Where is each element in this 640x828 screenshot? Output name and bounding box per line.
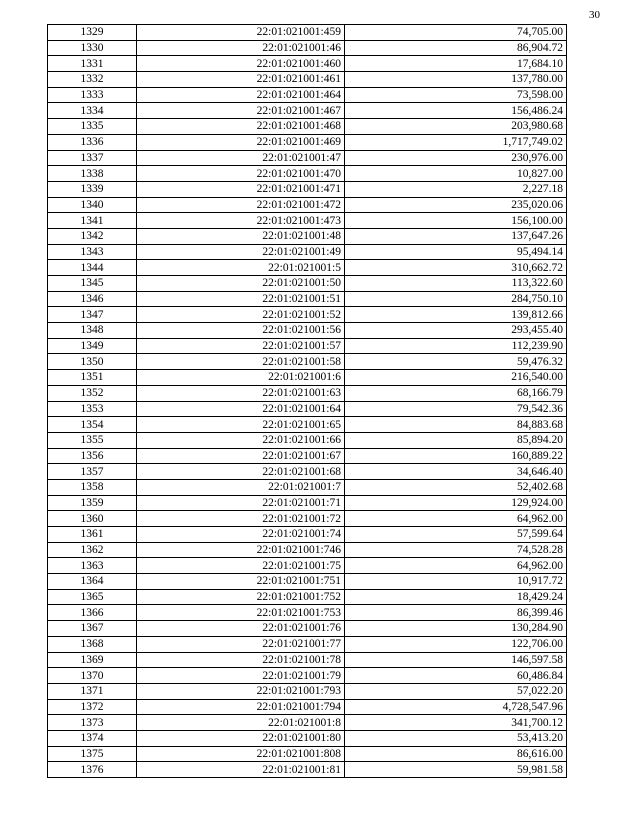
value-cell: 57,599.64 <box>345 527 567 543</box>
table-row <box>48 464 567 480</box>
value-cell: 2,227.18 <box>345 181 567 197</box>
cadastral-number-cell: 22:01:021001:469 <box>137 134 345 150</box>
value-cell: 284,750.10 <box>345 291 567 307</box>
row-number-cell: 1331 <box>48 56 137 72</box>
row-number-cell: 1352 <box>48 385 137 401</box>
cadastral-number-cell: 22:01:021001:72 <box>137 511 345 527</box>
cadastral-number-cell: 22:01:021001:74 <box>137 527 345 543</box>
cadastral-number-cell: 22:01:021001:57 <box>137 338 345 354</box>
table-row <box>48 636 567 652</box>
value-cell: 156,100.00 <box>345 213 567 229</box>
cadastral-number-cell: 22:01:021001:76 <box>137 621 345 637</box>
cadastral-number-cell: 22:01:021001:752 <box>137 589 345 605</box>
value-cell: 73,598.00 <box>345 87 567 103</box>
table-row <box>48 448 567 464</box>
row-number-cell: 1376 <box>48 762 137 778</box>
cadastral-number-cell: 22:01:021001:6 <box>137 370 345 386</box>
value-cell: 156,486.24 <box>345 103 567 119</box>
row-number-cell: 1373 <box>48 715 137 731</box>
cadastral-number-cell: 22:01:021001:753 <box>137 605 345 621</box>
cadastral-number-cell: 22:01:021001:56 <box>137 323 345 339</box>
value-cell: 18,429.24 <box>345 589 567 605</box>
table-row <box>48 621 567 637</box>
value-cell: 1,717,749.02 <box>345 134 567 150</box>
value-cell: 86,616.00 <box>345 746 567 762</box>
row-number-cell: 1356 <box>48 448 137 464</box>
cadastral-number-cell: 22:01:021001:464 <box>137 87 345 103</box>
cadastral-number-cell: 22:01:021001:65 <box>137 417 345 433</box>
row-number-cell: 1375 <box>48 746 137 762</box>
table-row <box>48 385 567 401</box>
table-row <box>48 119 567 135</box>
row-number-cell: 1360 <box>48 511 137 527</box>
table-row <box>48 715 567 731</box>
cadastral-number-cell: 22:01:021001:50 <box>137 276 345 292</box>
table-row <box>48 213 567 229</box>
value-cell: 130,284.90 <box>345 621 567 637</box>
row-number-cell: 1368 <box>48 636 137 652</box>
value-cell: 235,020.06 <box>345 197 567 213</box>
table-row <box>48 103 567 119</box>
cadastral-number-cell: 22:01:021001:7 <box>137 479 345 495</box>
value-cell: 293,455.40 <box>345 323 567 339</box>
table-row <box>48 401 567 417</box>
value-cell: 139,812.66 <box>345 307 567 323</box>
value-cell: 79,542.36 <box>345 401 567 417</box>
value-cell: 122,706.00 <box>345 636 567 652</box>
table-row <box>48 558 567 574</box>
value-cell: 86,399.46 <box>345 605 567 621</box>
row-number-cell: 1364 <box>48 574 137 590</box>
value-cell: 203,980.68 <box>345 119 567 135</box>
row-number-cell: 1355 <box>48 432 137 448</box>
table-row <box>48 25 567 41</box>
cadastral-number-cell: 22:01:021001:71 <box>137 495 345 511</box>
value-cell: 53,413.20 <box>345 730 567 746</box>
cadastral-number-cell: 22:01:021001:48 <box>137 228 345 244</box>
value-cell: 34,646.40 <box>345 464 567 480</box>
row-number-cell: 1346 <box>48 291 137 307</box>
table-row <box>48 40 567 56</box>
cadastral-number-cell: 22:01:021001:49 <box>137 244 345 260</box>
value-cell: 10,827.00 <box>345 166 567 182</box>
value-cell: 216,540.00 <box>345 370 567 386</box>
cadastral-number-cell: 22:01:021001:472 <box>137 197 345 213</box>
row-number-cell: 1343 <box>48 244 137 260</box>
row-number-cell: 1371 <box>48 683 137 699</box>
cadastral-number-cell: 22:01:021001:58 <box>137 354 345 370</box>
value-cell: 112,239.90 <box>345 338 567 354</box>
cadastral-number-cell: 22:01:021001:80 <box>137 730 345 746</box>
table-row <box>48 181 567 197</box>
value-cell: 74,528.28 <box>345 542 567 558</box>
cadastral-number-cell: 22:01:021001:64 <box>137 401 345 417</box>
row-number-cell: 1332 <box>48 72 137 88</box>
table-row <box>48 197 567 213</box>
value-cell: 230,976.00 <box>345 150 567 166</box>
cadastral-number-cell: 22:01:021001:75 <box>137 558 345 574</box>
cadastral-number-cell: 22:01:021001:459 <box>137 25 345 41</box>
table-row <box>48 589 567 605</box>
cadastral-number-cell: 22:01:021001:751 <box>137 574 345 590</box>
cadastral-number-cell: 22:01:021001:470 <box>137 166 345 182</box>
value-cell: 64,962.00 <box>345 511 567 527</box>
row-number-cell: 1336 <box>48 134 137 150</box>
value-cell: 57,022.20 <box>345 683 567 699</box>
table-row <box>48 354 567 370</box>
row-number-cell: 1333 <box>48 87 137 103</box>
value-cell: 68,166.79 <box>345 385 567 401</box>
row-number-cell: 1344 <box>48 260 137 276</box>
value-cell: 310,662.72 <box>345 260 567 276</box>
row-number-cell: 1347 <box>48 307 137 323</box>
row-number-cell: 1374 <box>48 730 137 746</box>
table-row <box>48 338 567 354</box>
cadastral-number-cell: 22:01:021001:52 <box>137 307 345 323</box>
row-number-cell: 1362 <box>48 542 137 558</box>
cadastral-number-cell: 22:01:021001:46 <box>137 40 345 56</box>
table-row <box>48 228 567 244</box>
row-number-cell: 1365 <box>48 589 137 605</box>
row-number-cell: 1369 <box>48 652 137 668</box>
cadastral-number-cell: 22:01:021001:68 <box>137 464 345 480</box>
table-row <box>48 542 567 558</box>
value-cell: 160,889.22 <box>345 448 567 464</box>
cadastral-number-cell: 22:01:021001:63 <box>137 385 345 401</box>
cadastral-number-cell: 22:01:021001:77 <box>137 636 345 652</box>
table-row <box>48 150 567 166</box>
cadastral-number-cell: 22:01:021001:460 <box>137 56 345 72</box>
row-number-cell: 1361 <box>48 527 137 543</box>
table-row <box>48 495 567 511</box>
cadastral-number-cell: 22:01:021001:67 <box>137 448 345 464</box>
row-number-cell: 1359 <box>48 495 137 511</box>
row-number-cell: 1354 <box>48 417 137 433</box>
table-row <box>48 56 567 72</box>
cadastral-number-cell: 22:01:021001:467 <box>137 103 345 119</box>
value-cell: 129,924.00 <box>345 495 567 511</box>
value-cell: 60,486.84 <box>345 668 567 684</box>
value-cell: 95,494.14 <box>345 244 567 260</box>
table-row <box>48 479 567 495</box>
cadastral-number-cell: 22:01:021001:5 <box>137 260 345 276</box>
cadastral-number-cell: 22:01:021001:461 <box>137 72 345 88</box>
cadastral-number-cell: 22:01:021001:808 <box>137 746 345 762</box>
value-cell: 86,904.72 <box>345 40 567 56</box>
table-body <box>48 25 567 778</box>
value-cell: 64,962.00 <box>345 558 567 574</box>
value-cell: 137,647.26 <box>345 228 567 244</box>
table-row <box>48 276 567 292</box>
cadastral-number-cell: 22:01:021001:471 <box>137 181 345 197</box>
table-row <box>48 244 567 260</box>
cadastral-number-cell: 22:01:021001:473 <box>137 213 345 229</box>
value-cell: 59,981.58 <box>345 762 567 778</box>
value-cell: 341,700.12 <box>345 715 567 731</box>
value-cell: 17,684.10 <box>345 56 567 72</box>
row-number-cell: 1350 <box>48 354 137 370</box>
value-cell: 113,322.60 <box>345 276 567 292</box>
cadastral-number-cell: 22:01:021001:66 <box>137 432 345 448</box>
row-number-cell: 1340 <box>48 197 137 213</box>
table-row <box>48 134 567 150</box>
row-number-cell: 1366 <box>48 605 137 621</box>
row-number-cell: 1330 <box>48 40 137 56</box>
table-row <box>48 730 567 746</box>
value-cell: 74,705.00 <box>345 25 567 41</box>
row-number-cell: 1363 <box>48 558 137 574</box>
table-row <box>48 511 567 527</box>
cadastral-number-cell: 22:01:021001:51 <box>137 291 345 307</box>
parcel-value-table <box>47 24 567 778</box>
value-cell: 84,883.68 <box>345 417 567 433</box>
value-cell: 85,894.20 <box>345 432 567 448</box>
row-number-cell: 1358 <box>48 479 137 495</box>
table-row <box>48 291 567 307</box>
row-number-cell: 1351 <box>48 370 137 386</box>
cadastral-number-cell: 22:01:021001:47 <box>137 150 345 166</box>
table-row <box>48 683 567 699</box>
table-row <box>48 652 567 668</box>
row-number-cell: 1353 <box>48 401 137 417</box>
table-row <box>48 574 567 590</box>
table-row <box>48 762 567 778</box>
value-cell: 10,917.72 <box>345 574 567 590</box>
row-number-cell: 1334 <box>48 103 137 119</box>
table-row <box>48 323 567 339</box>
cadastral-number-cell: 22:01:021001:468 <box>137 119 345 135</box>
row-number-cell: 1345 <box>48 276 137 292</box>
table-row <box>48 260 567 276</box>
row-number-cell: 1349 <box>48 338 137 354</box>
cadastral-number-cell: 22:01:021001:78 <box>137 652 345 668</box>
value-cell: 146,597.58 <box>345 652 567 668</box>
row-number-cell: 1339 <box>48 181 137 197</box>
row-number-cell: 1338 <box>48 166 137 182</box>
row-number-cell: 1337 <box>48 150 137 166</box>
page-number: 30 <box>589 9 600 21</box>
row-number-cell: 1341 <box>48 213 137 229</box>
cadastral-number-cell: 22:01:021001:793 <box>137 683 345 699</box>
table-row <box>48 307 567 323</box>
value-cell: 4,728,547.96 <box>345 699 567 715</box>
row-number-cell: 1348 <box>48 323 137 339</box>
row-number-cell: 1357 <box>48 464 137 480</box>
value-cell: 137,780.00 <box>345 72 567 88</box>
cadastral-number-cell: 22:01:021001:81 <box>137 762 345 778</box>
row-number-cell: 1370 <box>48 668 137 684</box>
table-row <box>48 699 567 715</box>
cadastral-number-cell: 22:01:021001:8 <box>137 715 345 731</box>
cadastral-number-cell: 22:01:021001:79 <box>137 668 345 684</box>
cadastral-number-cell: 22:01:021001:746 <box>137 542 345 558</box>
table-row <box>48 417 567 433</box>
row-number-cell: 1329 <box>48 25 137 41</box>
table-row <box>48 432 567 448</box>
cadastral-number-cell: 22:01:021001:794 <box>137 699 345 715</box>
row-number-cell: 1372 <box>48 699 137 715</box>
value-cell: 59,476.32 <box>345 354 567 370</box>
table-row <box>48 527 567 543</box>
row-number-cell: 1367 <box>48 621 137 637</box>
table-row <box>48 370 567 386</box>
table-row <box>48 746 567 762</box>
row-number-cell: 1342 <box>48 228 137 244</box>
value-cell: 52,402.68 <box>345 479 567 495</box>
table-row <box>48 87 567 103</box>
table-row <box>48 605 567 621</box>
row-number-cell: 1335 <box>48 119 137 135</box>
table-row <box>48 166 567 182</box>
table-row <box>48 72 567 88</box>
table-row <box>48 668 567 684</box>
